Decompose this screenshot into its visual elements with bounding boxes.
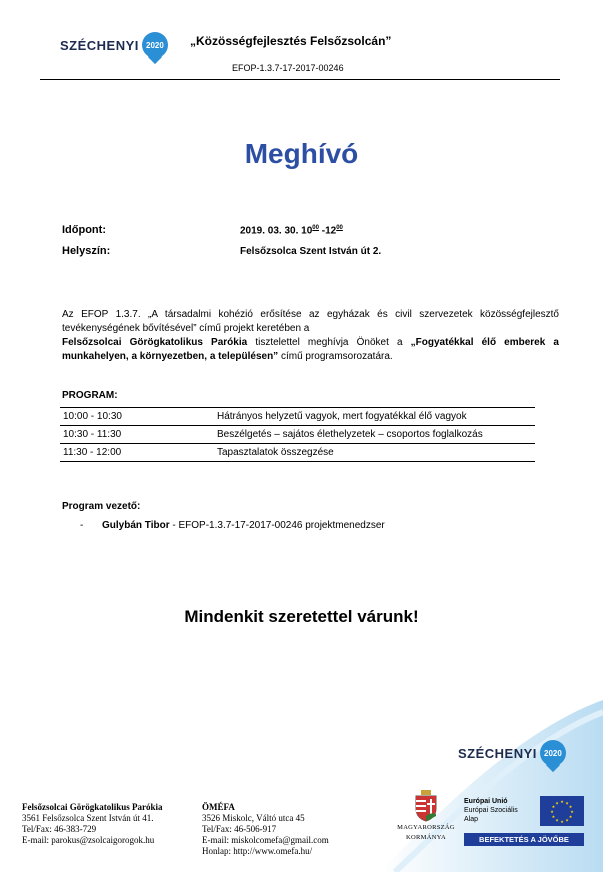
svg-text:★: ★ — [551, 814, 556, 819]
leader-role: - EFOP-1.3.7-17-2017-00246 projektmenedzser — [169, 520, 385, 531]
contact-phone: Tel/Fax: 46-506-917 — [202, 824, 277, 834]
location-pin-icon — [540, 740, 566, 766]
location-pin-icon — [142, 32, 168, 58]
organizer-name: Felsőzsolcai Görögkatolikus Parókia — [62, 337, 248, 348]
footer-brand-text: SZÉCHENYI — [458, 745, 537, 761]
table-row — [60, 444, 535, 462]
row-title: Tapasztalatok összegzése — [214, 444, 535, 462]
place-label: Helyszín: — [62, 245, 111, 257]
time-label: Időpont: — [62, 224, 106, 236]
contact-parish — [22, 802, 163, 846]
svg-text:★: ★ — [570, 809, 574, 814]
program-series-title: „Fogyatékkal élő emberek a munkahelyen, a környezetben, a településen” — [62, 337, 559, 362]
contact-address: 3526 Miskolc, Váltó utca 45 — [202, 813, 305, 823]
szechenyi-logo — [60, 32, 168, 58]
footer-brand-year: 2020 — [540, 740, 566, 766]
contact-email: E-mail: miskolcomefa@gmail.com — [202, 835, 329, 845]
place-value: Felsőzsolca Szent István út 2. — [240, 246, 382, 257]
invitation-paragraph: Az EFOP 1.3.7. „A társadalmi kohézió erősítése az egyházak és civil szervezetek közösségfejlesztő tevékenységének bővítésével” című projekt keretében a Felsőzsolcai Görögkatolikus Parókia tisztelettel meghívja Önöket a „Fogyatékkal élő emberek a munkahelyen, a környezetben, a településen” című programsorozatára. — [62, 309, 559, 362]
row-title: Beszélgetés – sajátos élethelyzetek – csoportos foglalkozás — [214, 426, 535, 444]
svg-text:★: ★ — [550, 809, 554, 814]
svg-text:★: ★ — [568, 804, 573, 809]
svg-text:★: ★ — [551, 804, 556, 809]
table-row — [60, 408, 535, 426]
eu-fund-text — [464, 797, 518, 824]
row-title: Hátrányos helyzetű vagyok, mert fogyatékkal élő vagyok — [214, 408, 535, 426]
row-time: 10:00 - 10:30 — [60, 408, 214, 426]
table-row — [60, 426, 535, 444]
row-time: 10:30 - 11:30 — [60, 426, 214, 444]
svg-text:★: ★ — [555, 800, 559, 806]
eu-line-1: Európai Szociális — [464, 807, 518, 814]
program-leader: - Gulybán Tibor - EFOP-1.3.7-17-2017-00246 projektmenedzser — [80, 520, 385, 531]
contact-phone: Tel/Fax: 46-383-729 — [22, 824, 97, 834]
svg-text:★: ★ — [565, 800, 569, 806]
eu-flag-icon — [540, 796, 584, 826]
szechenyi-brand-text: SZÉCHENYI — [60, 37, 139, 53]
time-value: 2019. 03. 30. $10^{00}$ $-12^{00}$ — [240, 225, 343, 237]
contact-address: 3561 Felsőzsolca Szent István út 41. — [22, 813, 154, 823]
header-divider — [40, 79, 560, 80]
svg-text:★: ★ — [568, 814, 573, 819]
szechenyi-year: 2020 — [142, 32, 168, 58]
closing-text: Mindenkit szeretettel várunk! — [184, 607, 419, 626]
contact-org: Felsőzsolcai Görögkatolikus Parókia — [22, 802, 163, 812]
program-label: PROGRAM: — [62, 390, 118, 401]
contact-omefa — [202, 802, 329, 857]
contact-org: ÖMÉFA — [202, 802, 235, 812]
page-title: Meghívó — [244, 138, 359, 169]
coat-of-arms-icon — [413, 790, 439, 822]
hungary-government-logo — [395, 790, 457, 842]
gov-label-1: MAGYARORSZÁG — [397, 824, 455, 831]
program-table — [60, 407, 535, 462]
gov-label-2: KORMÁNYA — [406, 834, 446, 841]
svg-text:★: ★ — [555, 817, 559, 823]
contact-email: E-mail: parokus@zsolcaigorogok.hu — [22, 835, 155, 845]
svg-text:★: ★ — [560, 819, 564, 824]
svg-text:★: ★ — [560, 799, 564, 804]
project-code: EFOP-1.3.7-17-2017-00246 — [232, 63, 344, 73]
contact-website: Honlap: http://www.omefa.hu/ — [202, 846, 313, 856]
eu-line-2: Alap — [464, 816, 479, 823]
project-title: „Közösségfejlesztés Felsőzsolcán” — [190, 34, 392, 48]
row-time: 11:30 - 12:00 — [60, 444, 214, 462]
program-leader-label: Program vezető: — [62, 501, 141, 512]
svg-text:★: ★ — [565, 817, 569, 823]
eu-banner: BEFEKTETÉS A JÖVŐBE — [464, 833, 584, 846]
leader-name: Gulybán Tibor — [102, 520, 170, 531]
footer-szechenyi-logo — [458, 740, 566, 766]
eu-title: Európai Unió — [464, 798, 508, 805]
